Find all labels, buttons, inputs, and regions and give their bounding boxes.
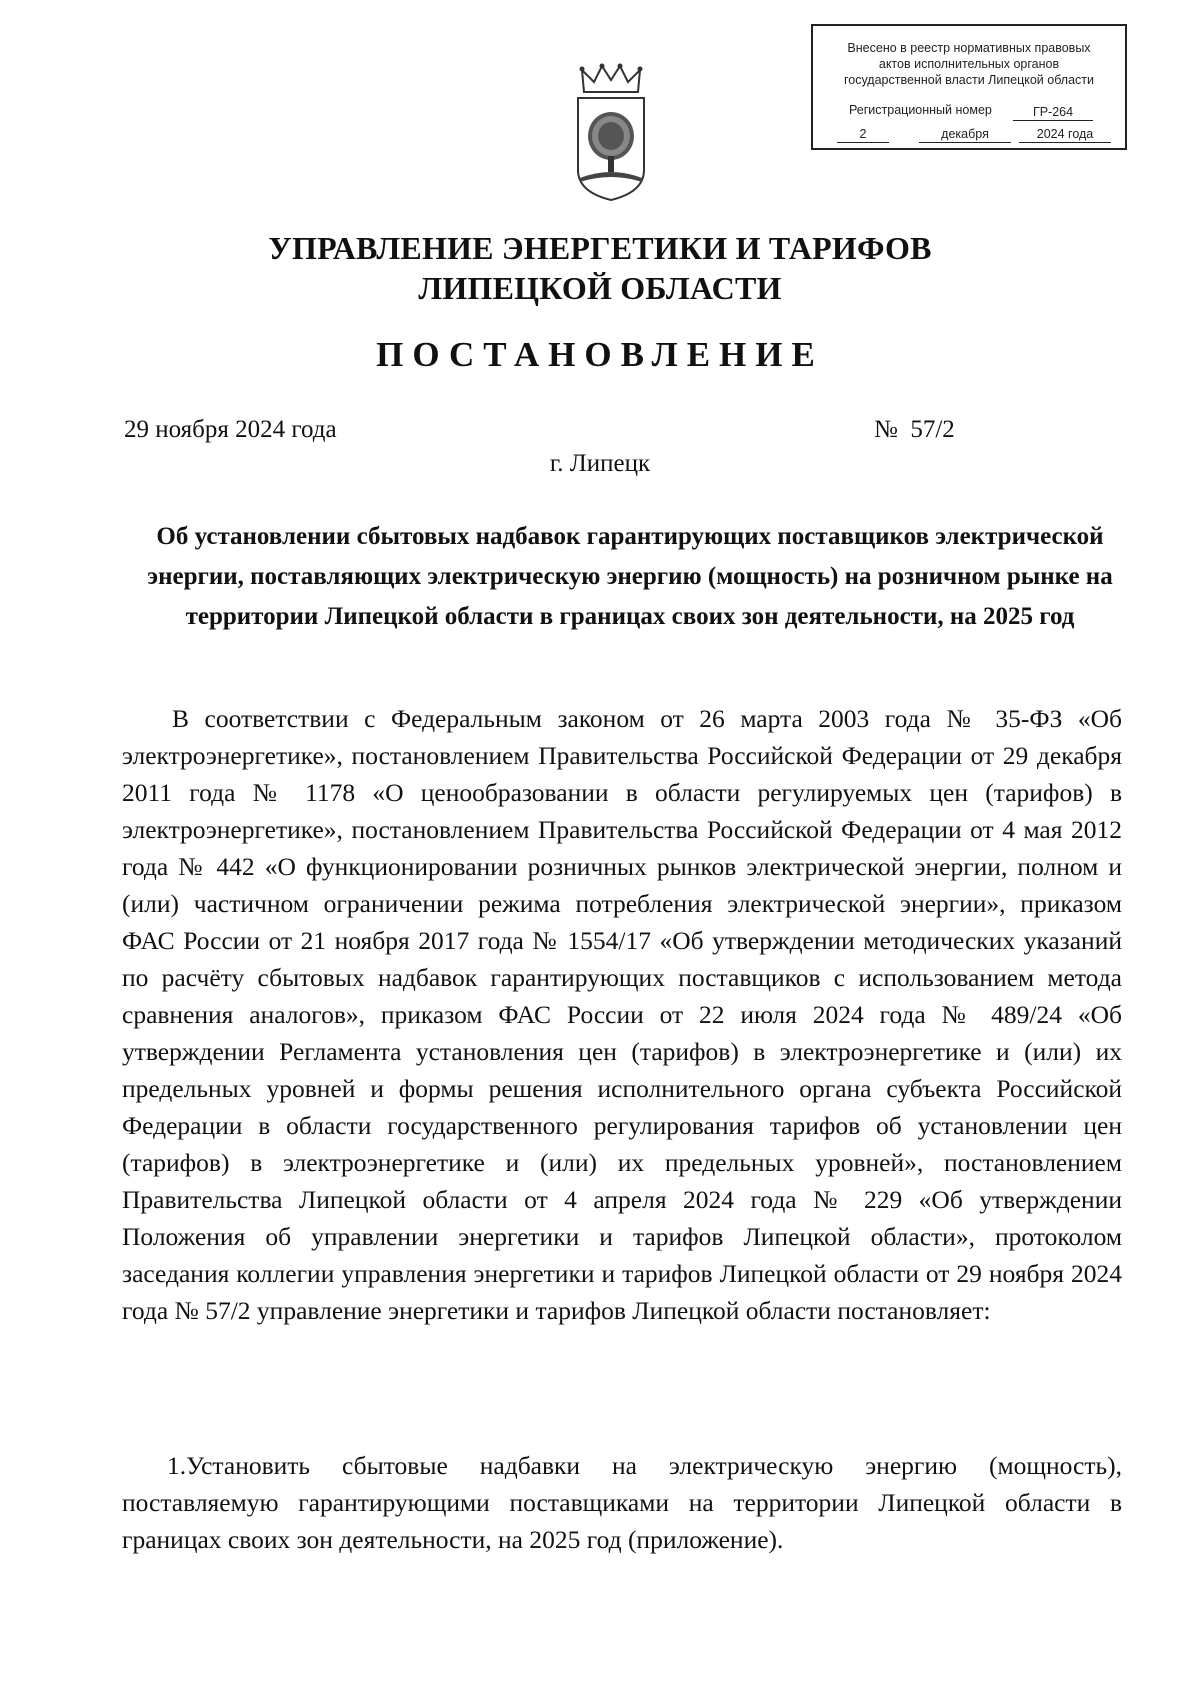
stamp-month: декабря — [919, 126, 1011, 143]
stamp-line-2: актов исполнительных органов — [878, 57, 1060, 71]
document-date: 29 ноября 2024 года — [124, 416, 337, 443]
stamp-reg-label: Регистрационный номер — [849, 103, 992, 117]
stamp-registration-row — [839, 102, 1107, 120]
organization-name — [0, 228, 1200, 308]
stamp-reg-number: ГР-264 — [1013, 104, 1093, 121]
stamp-line-3: государственной власти Липецкой области — [843, 73, 1095, 87]
org-line-2: ЛИПЕЦКОЙ ОБЛАСТИ — [418, 270, 782, 306]
stamp-day: 2 — [837, 126, 889, 143]
stamp-line-1: Внесено в реестр нормативных правовых — [847, 41, 1091, 55]
document-title: Об установлении сбытовых надбавок гарантирующих поставщиков электрической энергии, поставляющих электрическую энергию (мощность) на розничном рынке на территории Липецкой области в границах своих зон деятельности, на 2025 год — [147, 523, 1113, 630]
document-city: г. Липецк — [549, 450, 651, 477]
document-type: ПОСТАНОВЛЕНИЕ — [376, 335, 824, 374]
preamble-paragraph: В соответствии с Федеральным законом от 26 марта 2003 года № 35-ФЗ «Об электроэнергетике», постановлением Правительства Российской Федерации от 29 декабря 2011 года № 1178 «О ценообразовании в области регулируемых цен (тарифов) в электроэнергетике», постановлением Правительства Российской Федерации от 4 мая 2012 года № 442 «О функционировании розничных рынков электрической энергии, полном и (или) частичном ограничении режима потребления электрической энергии», приказом ФАС России от 21 ноября 2017 года № 1554/17 «Об утверждении методических указаний по расчёту сбытовых надбавок гарантирующих поставщиков с использованием метода сравнения аналогов», приказом ФАС России от 22 июля 2024 года № 489/24 «Об утверждении Регламента установления цен (тарифов) в электроэнергетике и (или) их предельных уровней и формы решения исполнительного органа субъекта Российской Федерации в области государственного регулирования тарифов об установлении цен (тарифов) в электроэнергетике и (или) их предельных уровней», постановлением Правительства Липецкой области от 4 апреля 2024 года № 229 «Об утверждении Положения об управлении энергетики и тарифов Липецкой области», протоколом заседания коллегии управления энергетики и тарифов Липецкой области от 29 ноября 2024 года № 57/2 управление энергетики и тарифов Липецкой области постановляет: — [122, 704, 1122, 1325]
registry-stamp — [811, 24, 1127, 150]
stamp-date-row — [833, 126, 1111, 144]
org-line-1: УПРАВЛЕНИЕ ЭНЕРГЕТИКИ И ТАРИФОВ — [268, 230, 932, 266]
clause-1-paragraph: 1.Установить сбытовые надбавки на электрическую энергию (мощность), поставляемую гарантирующими поставщиками на территории Липецкой области в границах своих зон деятельности, на 2025 год (приложение). — [122, 1451, 1122, 1554]
coat-of-arms-emblem — [572, 62, 650, 202]
document-number: № 57/2 — [874, 416, 955, 443]
stamp-year: 2024 года — [1019, 126, 1111, 143]
